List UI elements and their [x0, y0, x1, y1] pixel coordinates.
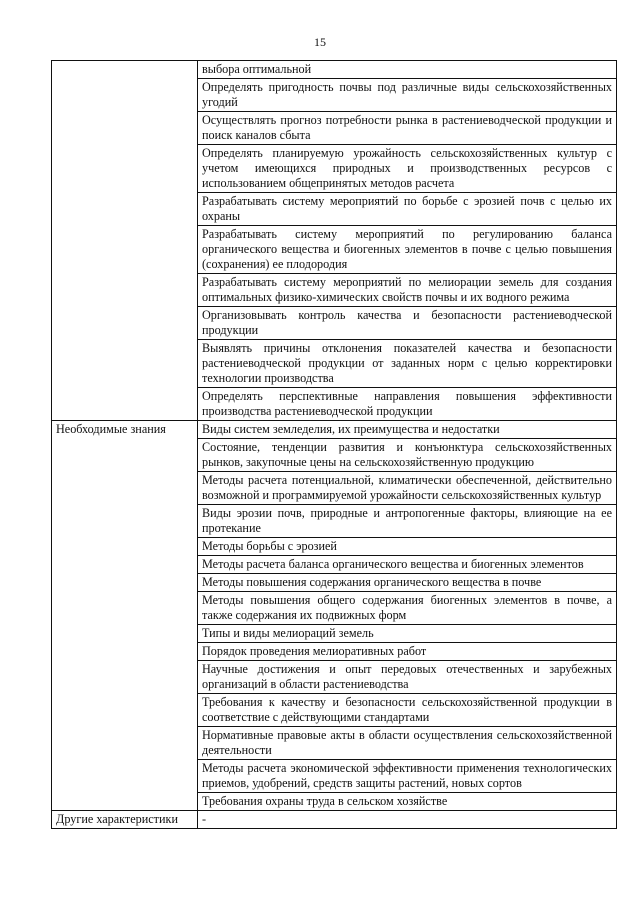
section-item: Разрабатывать систему мероприятий по мелиорации земель для создания оптимальных физико-химических свойств почвы и их водного режима: [198, 274, 617, 307]
section-item: Требования к качеству и безопасности сельскохозяйственной продукции в соответствие с действующими стандартами: [198, 694, 617, 727]
section-item: Выявлять причины отклонения показателей качества и безопасности растениеводческой продукции от заданных норм с целью корректировки технологии производства: [198, 340, 617, 388]
section-item: Методы расчета потенциальной, климатически обеспеченной, действительно возможной и программируемой урожайности сельскохозяйственных культур: [198, 472, 617, 505]
section-item: Методы борьбы с эрозией: [198, 538, 617, 556]
section-item: Определять пригодность почвы под различные виды сельскохозяйственных угодий: [198, 79, 617, 112]
table-row: [52, 421, 617, 439]
section-item: Требования охраны труда в сельском хозяйстве: [198, 793, 617, 811]
competency-table-body: [52, 61, 617, 829]
section-item: Научные достижения и опыт передовых отечественных и зарубежных организаций в области растениеводства: [198, 661, 617, 694]
section-item: Порядок проведения мелиоративных работ: [198, 643, 617, 661]
section-item: Осуществлять прогноз потребности рынка в растениеводческой продукции и поиск каналов сбыта: [198, 112, 617, 145]
section-item: Виды систем земледелия, их преимущества и недостатки: [198, 421, 617, 439]
section-item: Методы повышения содержания органического вещества в почве: [198, 574, 617, 592]
section-item: Методы повышения общего содержания биогенных элементов в почве, а также содержания их подвижных форм: [198, 592, 617, 625]
section-item: -: [198, 811, 617, 829]
competency-table: [51, 60, 617, 829]
section-item: Определять перспективные направления повышения эффективности производства растениеводческой продукции: [198, 388, 617, 421]
section-item: Разрабатывать систему мероприятий по регулированию баланса органического вещества и биогенных элементов в почве с целью повышения (сохранения) ее плодородия: [198, 226, 617, 274]
section-item: Определять планируемую урожайность сельскохозяйственных культур с учетом имеющихся природных и производственных ресурсов с использованием общепринятых методов расчета: [198, 145, 617, 193]
table-row: [52, 811, 617, 829]
section-item: Типы и виды мелиораций земель: [198, 625, 617, 643]
section-item: Нормативные правовые акты в области осуществления сельскохозяйственной деятельности: [198, 727, 617, 760]
section-item: выбора оптимальной: [198, 61, 617, 79]
section-item: Состояние, тенденции развития и конъюнктура сельскохозяйственных рынков, закупочные цены на сельскохозяйственную продукцию: [198, 439, 617, 472]
competency-table-wrapper: [51, 60, 617, 829]
section-label: Другие характеристики: [52, 811, 198, 829]
section-item: Разрабатывать систему мероприятий по борьбе с эрозией почв с целью их охраны: [198, 193, 617, 226]
section-label: [52, 61, 198, 421]
page-number: 15: [314, 35, 326, 49]
section-item: Методы расчета баланса органического вещества и биогенных элементов: [198, 556, 617, 574]
section-label: Необходимые знания: [52, 421, 198, 811]
section-item: Виды эрозии почв, природные и антропогенные факторы, влияющие на ее протекание: [198, 505, 617, 538]
section-item: Методы расчета экономической эффективности применения технологических приемов, удобрений, средств защиты растений, новых сортов: [198, 760, 617, 793]
table-row: [52, 61, 617, 79]
section-item: Организовывать контроль качества и безопасности растениеводческой продукции: [198, 307, 617, 340]
